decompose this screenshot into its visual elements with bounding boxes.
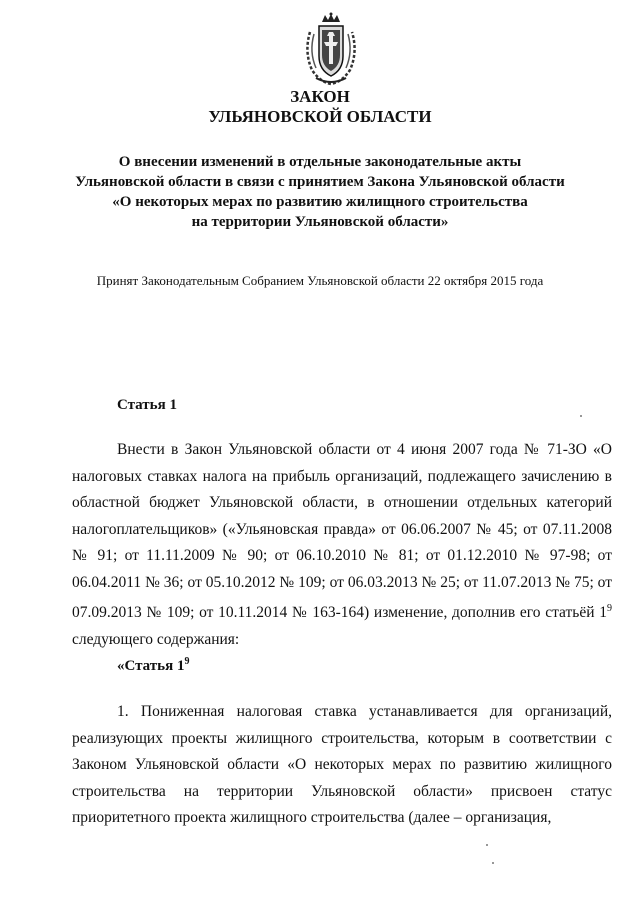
- subtitle-line: «О некоторых мерах по развитию жилищного строительства: [112, 194, 528, 210]
- article-1-9-heading: [117, 652, 189, 676]
- subtitle-line: Ульяновской области в связи с принятием Закона Ульяновской области: [75, 174, 565, 190]
- adoption-statement: Принят Законодательным Собранием Ульяновской области 22 октября 2015 года: [96, 273, 544, 288]
- law-subtitle: [60, 152, 580, 232]
- article-ref-suffix: следующего содержания:: [72, 630, 240, 648]
- article-1-text: Внести в Закон Ульяновской области от 4 июня 2007 года № 71-ЗО «О налоговых ставках налога на прибыль организаций, подлежащего зачислению в областной бюджет Ульяновской области, в отношении отдельных категорий налогоплательщиков» («Ульяновская правда» от 06.06.2007 № 45; от 07.11.2008 № 91; от 11.11.2009 № 90; от 06.10.2010 № 81; от 01.12.2010 № 97-98; от 06.04.2011 № 36; от 05.10.2012 № 109; от 06.03.2013 № 25; от 11.07.2013 № 75; от 07.09.2013 № 109; от 10.11.2014 № 163-164) изменение, дополнив его: [72, 441, 612, 622]
- point-1-paragraph: 1. Пониженная налоговая ставка устанавливается для организаций, реализующих проекты жилищного строительства, которым в соответствии с Законом Ульяновской области «О некоторых мерах по развитию жилищного строительства на территории Ульяновской области» присвоен статус приоритетного проекта жилищного строительства (далее – организация,: [72, 703, 612, 826]
- coat-of-arms-icon: [300, 12, 362, 86]
- article-1-paragraph: [72, 437, 612, 653]
- article-1-9-superscript: 9: [184, 656, 190, 667]
- scan-speck: [486, 844, 488, 846]
- subtitle-line: О внесении изменений в отдельные законодательные акты: [118, 154, 522, 170]
- article-ref-prefix: статьёй 1: [545, 604, 608, 622]
- article-1-heading: Статья 1: [117, 397, 177, 413]
- subtitle-line: на территории Ульяновской области»: [191, 214, 449, 230]
- scan-speck: [580, 415, 582, 417]
- article-1-9-heading-text: «Статья 1: [117, 658, 185, 674]
- document-title-line1: ЗАКОН: [290, 87, 350, 106]
- scan-speck: [492, 862, 494, 864]
- document-title-line2: УЛЬЯНОВСКОЙ ОБЛАСТИ: [208, 107, 432, 126]
- article-ref-superscript: 9: [607, 603, 613, 614]
